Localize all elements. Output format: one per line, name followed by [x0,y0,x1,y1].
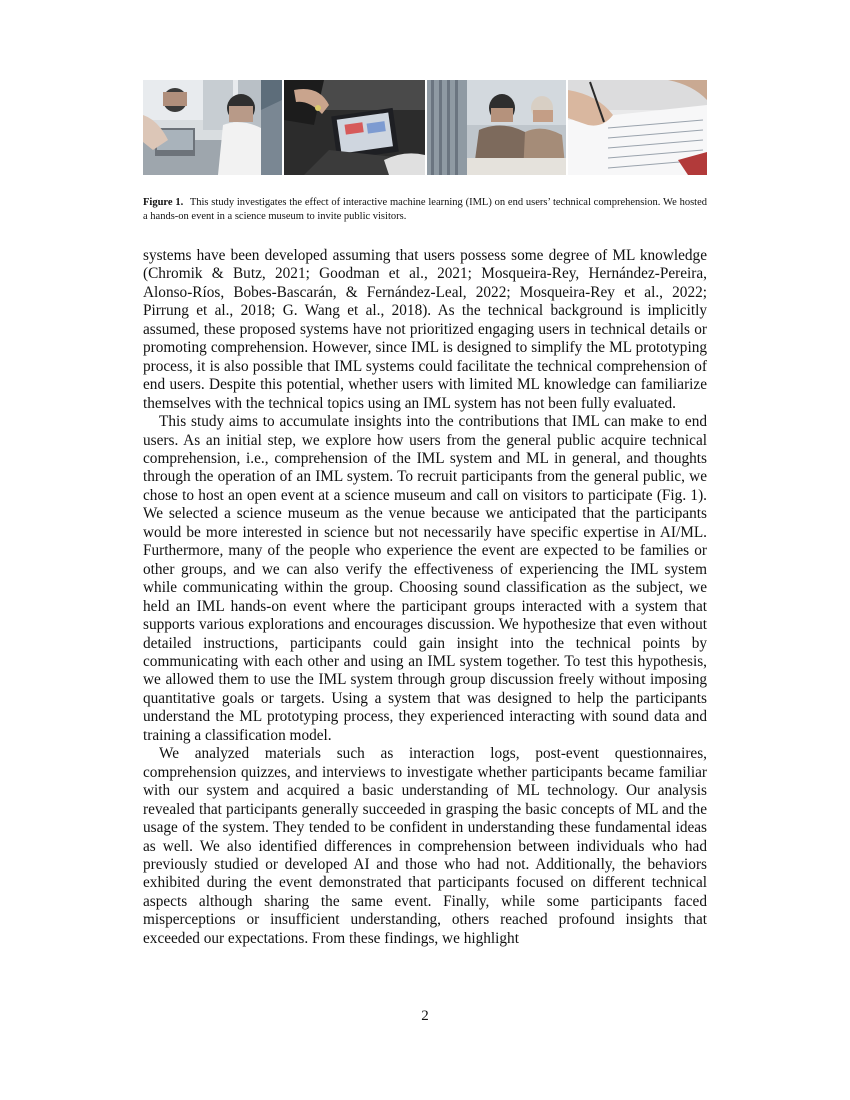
hands-on-laptop-photo [284,80,425,175]
figure-caption [143,196,707,224]
figure-1-photo-strip [143,80,707,175]
participants-with-laptop-photo [143,80,282,175]
paragraph-3: We analyzed materials such as interaction logs, post-event questionnaires, comprehension quizzes, and interviews to investigate whether participants became familiar with our system and acquired a basic understanding of ML technology. Our analysis revealed that participants generally succeeded in grasping the basic concepts of ML and the usage of the system. They tended to be confident in understanding these fundamental ideas as well. We also identified differences in comprehension between individuals who had previously studied or developed AI and those who had not. Additionally, the behaviors exhibited during the event demonstrated that participants focused on different technical aspects although sharing the same event. Finally, while some participants faced misperceptions or insufficient understanding, others reached profound insights that exceeded our expectations. From these findings, we highlight [143,745,707,947]
participants-at-desk-photo [427,80,566,175]
paragraph-1: systems have been developed assuming that users possess some degree of ML knowledge (Chromik & Butz, 2021; Goodman et al., 2021; Mosqueira-Rey, Hernández-Pereira, Alonso-Ríos, Bobes-Bascarán, & Fernández-Leal, 2022; Mosqueira-Rey et al., 2022; Pirrung et al., 2018; G. Wang et al., 2018). As the technical background is implicitly assumed, these proposed systems have not prioritized engaging users in technical details or promoting comprehension. However, since IML is designed to simplify the ML prototyping process, it is also possible that IML systems could facilitate the technical comprehension of end users. Despite this potential, whether users with limited ML knowledge can familiarize themselves with the technical topics using an IML system has not been fully evaluated. [143,247,707,412]
paragraph-2: This study aims to accumulate insights into the contributions that IML can make to end users. As an initial step, we explore how users from the general public acquire technical comprehension, i.e., comprehension of the IML system and ML in general, and thoughts through the operation of an IML system. To recruit participants from the general public, we chose to host an open event at a science museum and call on visitors to participate (Fig. 1). We selected a science museum as the venue because we anticipated that the participants would be more interested in science but not necessarily have specific expertise in AI/ML. Furthermore, many of the people who experience the event are expected to be families or other groups, and we can also verify the effectiveness of experiencing the IML system while communicating within the group. Choosing sound classification as the subject, we held an IML hands-on event where the participant groups interacted with a system that supports various explorations and encourages discussion. We hypothesize that even without detailed instructions, participants could gain insight into the technical points by communicating with each other and using an IML system together. To test this hypothesis, we allowed them to use the IML system through group discussion freely without imposing quantitative goals or targets. Using a system that was designed to help the participants understand the ML prototyping process, they experienced interacting with sound data and training a classification model. [143,413,707,744]
body-text [143,247,707,948]
figure-label: Figure 1. [143,197,184,208]
page-number: 2 [421,1008,429,1024]
questionnaire-writing-photo [568,80,707,175]
figure-caption-text: This study investigates the effect of interactive machine learning (IML) on end users’ technical comprehension. We hosted a hands-on event in a science museum to invite public visitors. [143,197,707,222]
